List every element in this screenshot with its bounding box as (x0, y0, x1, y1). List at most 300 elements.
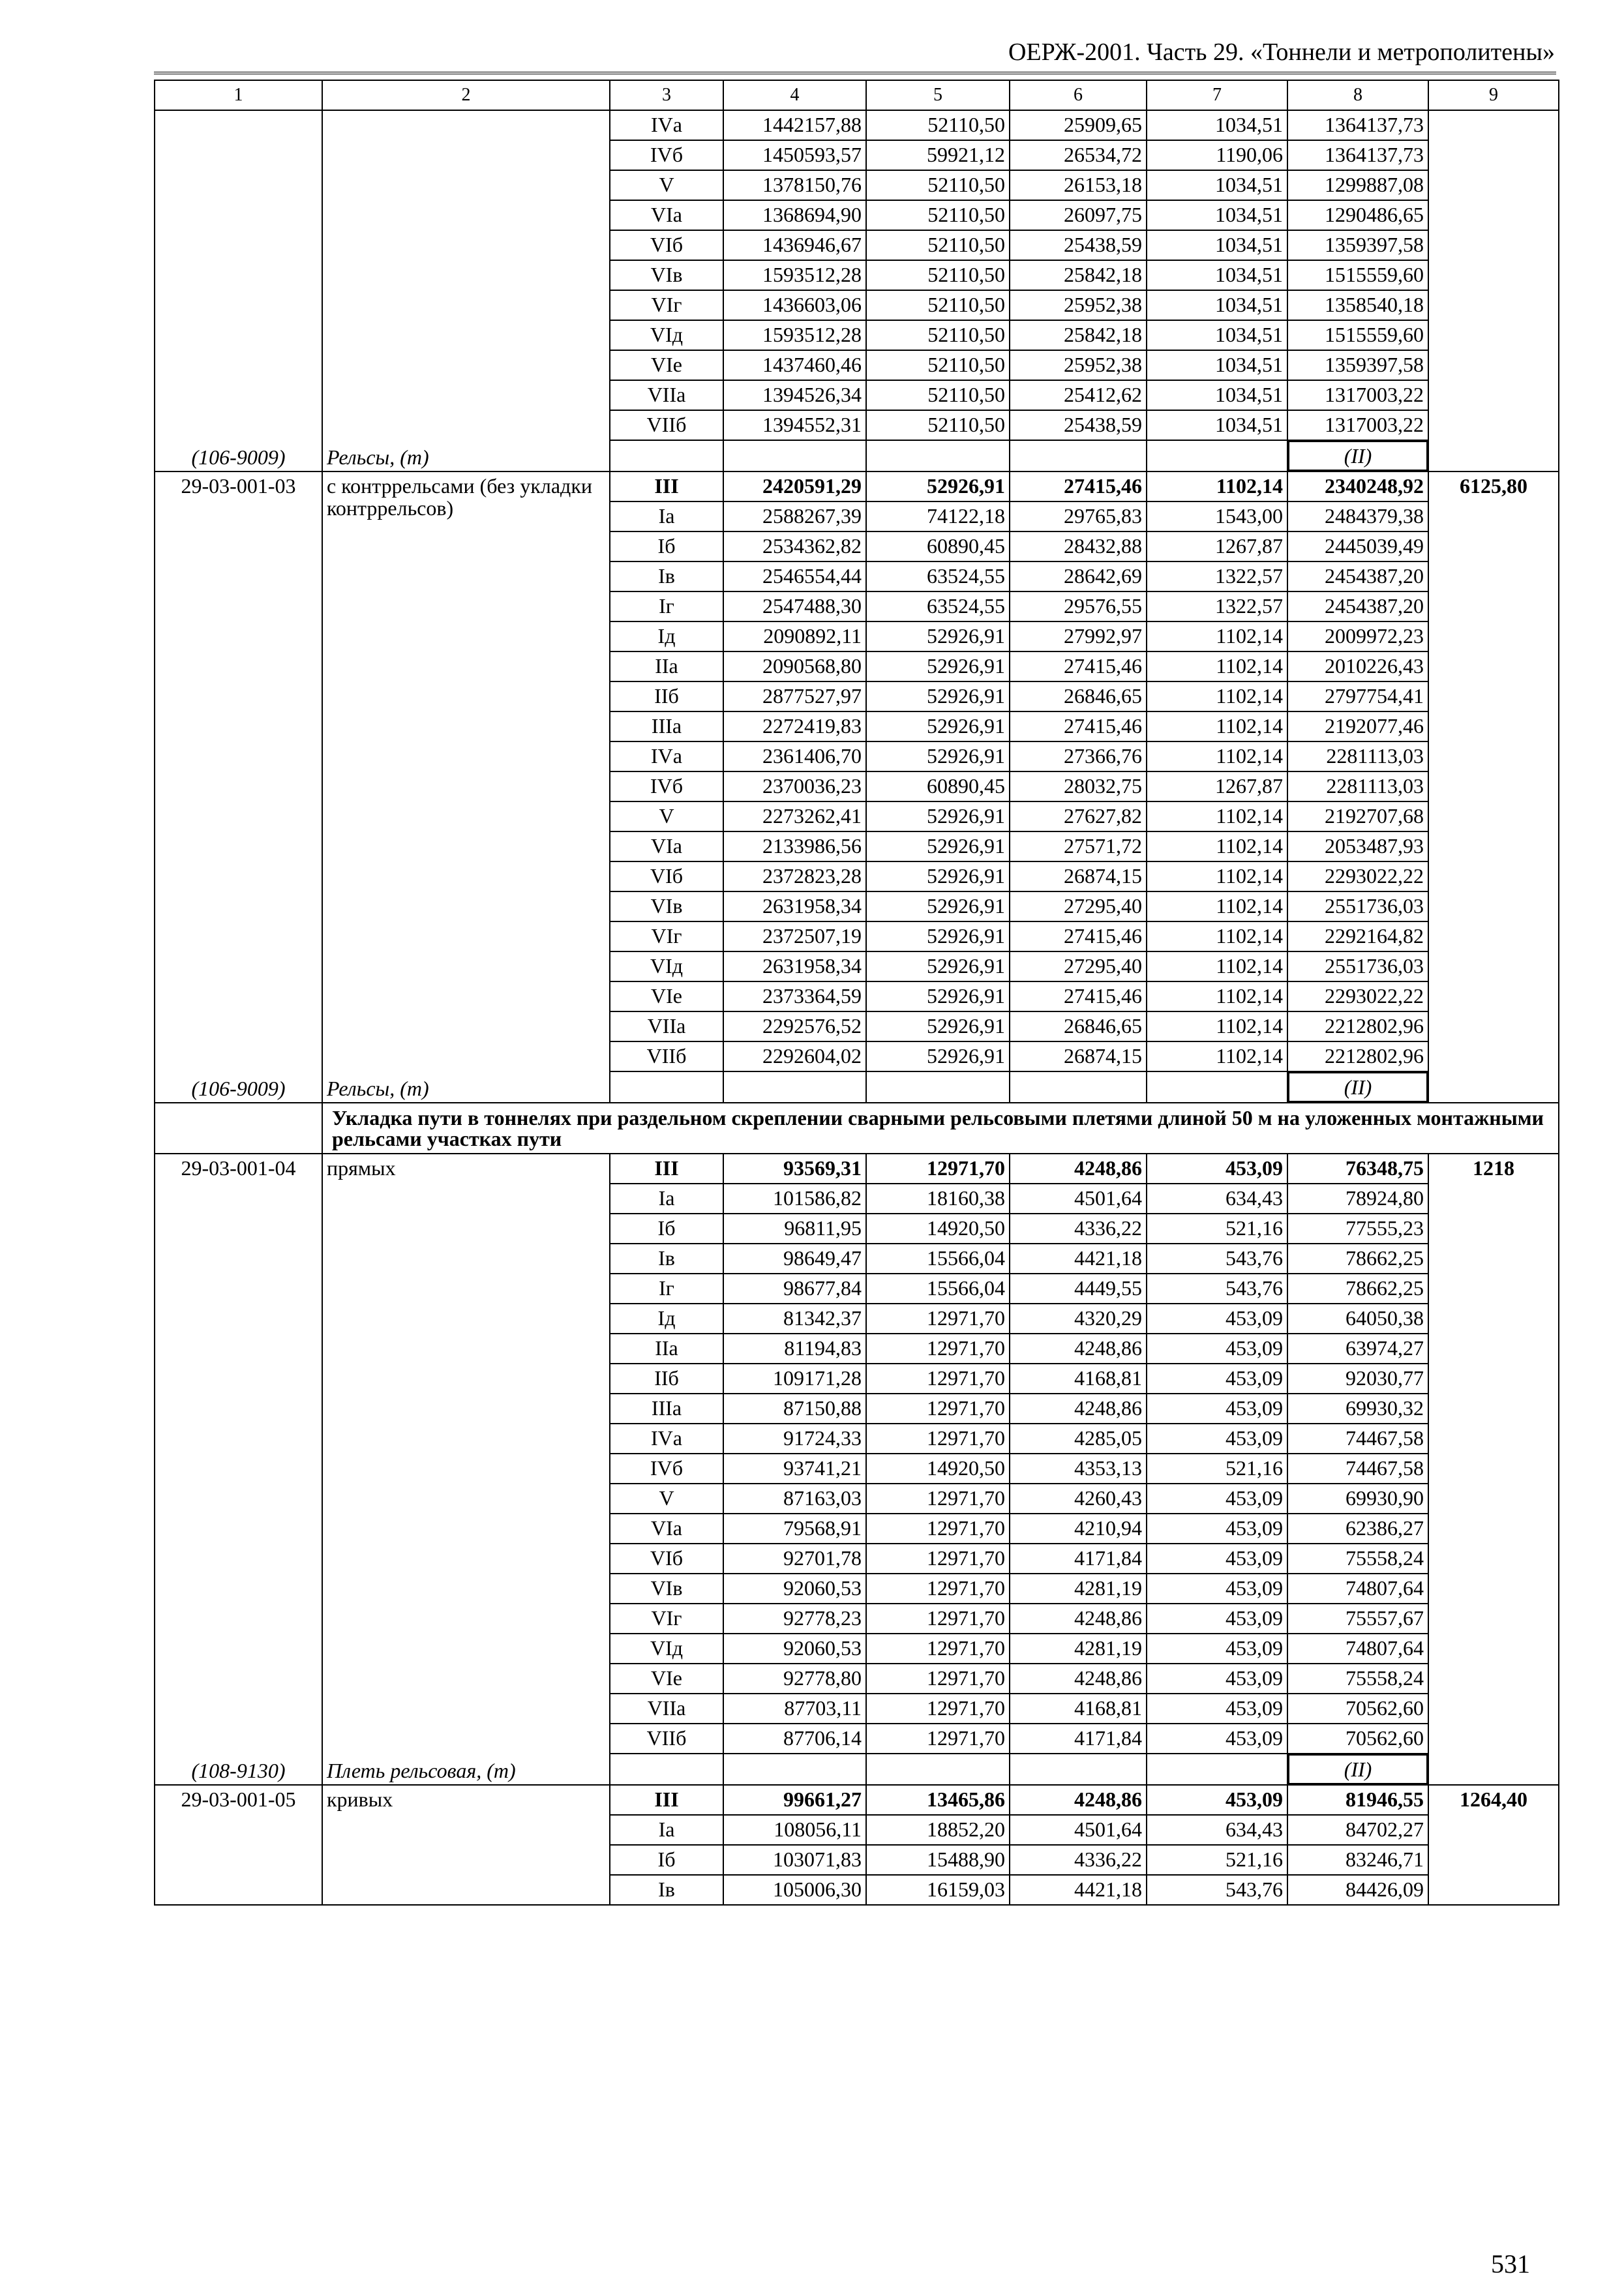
zone-cell: VIд (610, 951, 723, 981)
empty-cell (155, 1103, 322, 1154)
value-cell: 52926,91 (866, 861, 1010, 891)
zone-cell: VIг (610, 290, 723, 320)
zone-cell: VIIа (610, 1694, 723, 1724)
value-cell: 1034,51 (1147, 350, 1287, 380)
price-table (154, 80, 1559, 1906)
value-cell: 29765,83 (1010, 501, 1147, 531)
zone-cell: III (610, 1785, 723, 1815)
value-cell: 2292164,82 (1287, 921, 1428, 951)
value-cell: 26534,72 (1010, 140, 1147, 170)
value-cell: 1267,87 (1147, 531, 1287, 561)
value-cell: 75557,67 (1287, 1604, 1428, 1634)
value-cell: 4210,94 (1010, 1514, 1147, 1544)
value-cell: 93741,21 (723, 1454, 866, 1484)
zone-cell: Iг (610, 1274, 723, 1304)
value-cell: 87703,11 (723, 1694, 866, 1724)
rate-code-cell (155, 110, 322, 471)
column-number-row (155, 80, 1559, 110)
value-cell: 1102,14 (1147, 951, 1287, 981)
value-cell: 26846,65 (1010, 1011, 1147, 1041)
value-cell: 64050,38 (1287, 1304, 1428, 1334)
value-cell: 52926,91 (866, 651, 1010, 681)
value-cell: 2053487,93 (1287, 831, 1428, 861)
value-cell: 4281,19 (1010, 1634, 1147, 1664)
value-cell: 14920,50 (866, 1454, 1010, 1484)
value-cell: 1359397,58 (1287, 230, 1428, 260)
value-cell: 14920,50 (866, 1214, 1010, 1244)
value-cell: 62386,27 (1287, 1514, 1428, 1544)
value-cell: 453,09 (1147, 1724, 1287, 1754)
value-cell: 52926,91 (866, 1041, 1010, 1071)
zone-cell: VIа (610, 200, 723, 230)
resource-code: (106-9009) (191, 1077, 286, 1100)
value-cell: 87706,14 (723, 1724, 866, 1754)
value-cell: 2192707,68 (1287, 801, 1428, 831)
value-cell: 12971,70 (866, 1724, 1010, 1754)
value-cell: 2631958,34 (723, 891, 866, 921)
zone-cell: VIд (610, 1634, 723, 1664)
table-row (155, 471, 1559, 501)
value-cell: 84702,27 (1287, 1815, 1428, 1845)
empty-cell (1010, 1754, 1147, 1785)
value-cell: 52110,50 (866, 230, 1010, 260)
value-cell: 2546554,44 (723, 561, 866, 591)
value-cell: 2445039,49 (1287, 531, 1428, 561)
value-cell: 1034,51 (1147, 230, 1287, 260)
rate-code-cell (155, 1154, 322, 1785)
value-cell: 12971,70 (866, 1634, 1010, 1664)
empty-cell (1147, 440, 1287, 471)
value-cell: 1436603,06 (723, 290, 866, 320)
value-cell: 2551736,03 (1287, 891, 1428, 921)
value-cell: 1394526,34 (723, 380, 866, 410)
table-row (155, 1785, 1559, 1815)
value-cell: 543,76 (1147, 1244, 1287, 1274)
zone-cell: III (610, 471, 723, 501)
value-cell: 74807,64 (1287, 1634, 1428, 1664)
value-cell: 1102,14 (1147, 471, 1287, 501)
value-cell: 15566,04 (866, 1244, 1010, 1274)
value-cell: 81946,55 (1287, 1785, 1428, 1815)
value-cell: 2009972,23 (1287, 621, 1428, 651)
value-cell: 1267,87 (1147, 771, 1287, 801)
value-cell: 25952,38 (1010, 290, 1147, 320)
value-cell: 96811,95 (723, 1214, 866, 1244)
value-cell: 4248,86 (1010, 1154, 1147, 1184)
value-cell: 91724,33 (723, 1424, 866, 1454)
value-cell: 98649,47 (723, 1244, 866, 1274)
empty-cell (1147, 1754, 1287, 1785)
zone-cell: VIа (610, 831, 723, 861)
work-name: прямых (327, 1156, 396, 1180)
zone-cell: VIв (610, 1574, 723, 1604)
value-cell: 18160,38 (866, 1184, 1010, 1214)
value-cell: 1322,57 (1147, 561, 1287, 591)
zone-cell: IIа (610, 1334, 723, 1364)
value-cell: 29576,55 (1010, 591, 1147, 621)
value-cell: 543,76 (1147, 1875, 1287, 1905)
value-cell: 27295,40 (1010, 951, 1147, 981)
value-cell: 75558,24 (1287, 1544, 1428, 1574)
value-cell: 87150,88 (723, 1394, 866, 1424)
value-cell: 92030,77 (1287, 1364, 1428, 1394)
value-cell: 18852,20 (866, 1815, 1010, 1845)
value-cell: 52926,91 (866, 741, 1010, 771)
table-body (155, 80, 1559, 1905)
zone-cell: VIв (610, 260, 723, 290)
resource-name: Рельсы, (т) (327, 1077, 429, 1100)
value-cell: 74807,64 (1287, 1574, 1428, 1604)
value-cell: 76348,75 (1287, 1154, 1428, 1184)
value-cell: 74122,18 (866, 501, 1010, 531)
zone-cell: Iг (610, 591, 723, 621)
zone-cell: IVа (610, 1424, 723, 1454)
value-cell: 74467,58 (1287, 1454, 1428, 1484)
value-cell: 4248,86 (1010, 1664, 1147, 1694)
value-cell: 453,09 (1147, 1544, 1287, 1574)
value-cell: 52926,91 (866, 471, 1010, 501)
value-cell: 4421,18 (1010, 1875, 1147, 1905)
value-cell: 1102,14 (1147, 801, 1287, 831)
zone-cell: V (610, 801, 723, 831)
value-cell: 60890,45 (866, 771, 1010, 801)
value-cell: 1543,00 (1147, 501, 1287, 531)
value-cell: 26846,65 (1010, 681, 1147, 711)
value-cell: 4281,19 (1010, 1574, 1147, 1604)
zone-cell: VIIб (610, 1724, 723, 1754)
value-cell: 70562,60 (1287, 1694, 1428, 1724)
value-cell: 12971,70 (866, 1304, 1010, 1334)
value-cell: 2534362,82 (723, 531, 866, 561)
value-cell: 2588267,39 (723, 501, 866, 531)
value-cell: 12971,70 (866, 1514, 1010, 1544)
value-cell: 1359397,58 (1287, 350, 1428, 380)
value-cell: 2292604,02 (723, 1041, 866, 1071)
value-cell: 12971,70 (866, 1364, 1010, 1394)
page-header (154, 38, 1556, 74)
value-cell: 1102,14 (1147, 981, 1287, 1011)
value-cell: 52110,50 (866, 260, 1010, 290)
value-cell: 15488,90 (866, 1845, 1010, 1875)
value-cell: 2192077,46 (1287, 711, 1428, 741)
value-cell: 2370036,23 (723, 771, 866, 801)
value-cell: 25909,65 (1010, 110, 1147, 140)
resource-unit-cell: (II) (1288, 441, 1428, 471)
value-cell: 1436946,67 (723, 230, 866, 260)
value-cell: 4168,81 (1010, 1694, 1147, 1724)
value-cell: 92060,53 (723, 1574, 866, 1604)
value-cell: 4501,64 (1010, 1815, 1147, 1845)
value-cell: 1102,14 (1147, 1011, 1287, 1041)
value-cell: 4248,86 (1010, 1604, 1147, 1634)
value-cell: 1317003,22 (1287, 380, 1428, 410)
value-cell: 12971,70 (866, 1484, 1010, 1514)
value-cell: 16159,03 (866, 1875, 1010, 1905)
value-cell: 27415,46 (1010, 651, 1147, 681)
resource-name: Плеть рельсовая, (т) (327, 1759, 516, 1782)
zone-cell: III (610, 1154, 723, 1184)
value-cell: 1190,06 (1147, 140, 1287, 170)
zone-cell: IIа (610, 651, 723, 681)
work-name: с контррельсами (без укладки контррельсов) (327, 474, 592, 520)
column-number: 3 (610, 80, 723, 110)
value-cell: 2090568,80 (723, 651, 866, 681)
value-cell: 26874,15 (1010, 1041, 1147, 1071)
value-cell: 1102,14 (1147, 831, 1287, 861)
value-cell: 634,43 (1147, 1815, 1287, 1845)
value-cell: 52110,50 (866, 350, 1010, 380)
value-cell: 52110,50 (866, 320, 1010, 350)
value-cell: 1034,51 (1147, 410, 1287, 440)
zone-cell: Iа (610, 1815, 723, 1845)
zone-cell: IVа (610, 741, 723, 771)
value-cell: 453,09 (1147, 1154, 1287, 1184)
value-cell: 52926,91 (866, 981, 1010, 1011)
value-cell: 4285,05 (1010, 1424, 1147, 1454)
value-cell: 52110,50 (866, 380, 1010, 410)
value-cell: 52110,50 (866, 200, 1010, 230)
value-cell: 2281113,03 (1287, 741, 1428, 771)
value-cell: 453,09 (1147, 1634, 1287, 1664)
value-cell: 4260,43 (1010, 1484, 1147, 1514)
rate-code-cell: 29-03-001-05 (155, 1785, 322, 1905)
value-cell: 27571,72 (1010, 831, 1147, 861)
value-cell: 1034,51 (1147, 200, 1287, 230)
total-cell: 1218 (1428, 1154, 1559, 1785)
value-cell: 60890,45 (866, 531, 1010, 561)
zone-cell: VIIа (610, 380, 723, 410)
value-cell: 2212802,96 (1287, 1011, 1428, 1041)
value-cell: 25842,18 (1010, 320, 1147, 350)
value-cell: 2292576,52 (723, 1011, 866, 1041)
zone-cell: VIе (610, 1664, 723, 1694)
zone-cell: VIг (610, 1604, 723, 1634)
value-cell: 2361406,70 (723, 741, 866, 771)
value-cell: 2484379,38 (1287, 501, 1428, 531)
value-cell: 12971,70 (866, 1694, 1010, 1724)
value-cell: 1364137,73 (1287, 140, 1428, 170)
value-cell: 1364137,73 (1287, 110, 1428, 140)
zone-cell: IIб (610, 1364, 723, 1394)
zone-cell: Iв (610, 1244, 723, 1274)
value-cell: 4248,86 (1010, 1785, 1147, 1815)
value-cell: 1102,14 (1147, 711, 1287, 741)
value-cell: 4336,22 (1010, 1845, 1147, 1875)
value-cell: 78662,25 (1287, 1244, 1428, 1274)
empty-cell (723, 1071, 866, 1103)
column-number: 9 (1428, 80, 1559, 110)
value-cell: 521,16 (1147, 1214, 1287, 1244)
value-cell: 1299887,08 (1287, 170, 1428, 200)
zone-cell: V (610, 1484, 723, 1514)
value-cell: 1102,14 (1147, 741, 1287, 771)
value-cell: 1034,51 (1147, 380, 1287, 410)
value-cell: 92778,80 (723, 1664, 866, 1694)
value-cell: 27415,46 (1010, 921, 1147, 951)
value-cell: 12971,70 (866, 1574, 1010, 1604)
value-cell: 99661,27 (723, 1785, 866, 1815)
value-cell: 1515559,60 (1287, 260, 1428, 290)
zone-cell: VIд (610, 320, 723, 350)
value-cell: 1358540,18 (1287, 290, 1428, 320)
value-cell: 2273262,41 (723, 801, 866, 831)
value-cell: 92778,23 (723, 1604, 866, 1634)
table-row (155, 110, 1559, 140)
value-cell: 2340248,92 (1287, 471, 1428, 501)
zone-cell: VIIб (610, 1041, 723, 1071)
rate-code: 29-03-001-03 (181, 474, 296, 498)
value-cell: 12971,70 (866, 1424, 1010, 1454)
value-cell: 2454387,20 (1287, 561, 1428, 591)
value-cell: 2631958,34 (723, 951, 866, 981)
value-cell: 453,09 (1147, 1785, 1287, 1815)
value-cell: 101586,82 (723, 1184, 866, 1214)
value-cell: 52926,91 (866, 681, 1010, 711)
value-cell: 12971,70 (866, 1544, 1010, 1574)
value-cell: 2454387,20 (1287, 591, 1428, 621)
empty-cell (866, 1071, 1010, 1103)
value-cell: 2010226,43 (1287, 651, 1428, 681)
value-cell: 70562,60 (1287, 1724, 1428, 1754)
value-cell: 453,09 (1147, 1514, 1287, 1544)
work-name-cell: кривых (322, 1785, 610, 1905)
column-number: 2 (322, 80, 610, 110)
empty-cell (1010, 440, 1147, 471)
empty-cell (1147, 1071, 1287, 1103)
value-cell: 28032,75 (1010, 771, 1147, 801)
value-cell: 4501,64 (1010, 1184, 1147, 1214)
zone-cell: IIIа (610, 711, 723, 741)
value-cell: 2372507,19 (723, 921, 866, 951)
value-cell: 2551736,03 (1287, 951, 1428, 981)
value-cell: 1034,51 (1147, 170, 1287, 200)
page-number: 531 (1491, 2249, 1530, 2279)
value-cell: 25952,38 (1010, 350, 1147, 380)
resource-unit-cell: (II) (1288, 1072, 1428, 1102)
value-cell: 25412,62 (1010, 380, 1147, 410)
value-cell: 2547488,30 (723, 591, 866, 621)
value-cell: 1034,51 (1147, 110, 1287, 140)
value-cell: 87163,03 (723, 1484, 866, 1514)
value-cell: 453,09 (1147, 1334, 1287, 1364)
value-cell: 27415,46 (1010, 981, 1147, 1011)
value-cell: 543,76 (1147, 1274, 1287, 1304)
value-cell: 59921,12 (866, 140, 1010, 170)
value-cell: 1368694,90 (723, 200, 866, 230)
value-cell: 52926,91 (866, 891, 1010, 921)
value-cell: 4336,22 (1010, 1214, 1147, 1244)
zone-cell: VIе (610, 350, 723, 380)
value-cell: 92060,53 (723, 1634, 866, 1664)
rate-code-cell (155, 471, 322, 1103)
zone-cell: VIб (610, 230, 723, 260)
value-cell: 52926,91 (866, 1011, 1010, 1041)
value-cell: 521,16 (1147, 1845, 1287, 1875)
total-cell: 6125,80 (1428, 471, 1559, 1103)
value-cell: 77555,23 (1287, 1214, 1428, 1244)
value-cell: 27415,46 (1010, 471, 1147, 501)
zone-cell: Iб (610, 1214, 723, 1244)
table-row (155, 1154, 1559, 1184)
empty-cell (723, 440, 866, 471)
work-name-cell (322, 110, 610, 471)
value-cell: 2281113,03 (1287, 771, 1428, 801)
value-cell: 27992,97 (1010, 621, 1147, 651)
zone-cell: VIг (610, 921, 723, 951)
value-cell: 2373364,59 (723, 981, 866, 1011)
zone-cell: VIв (610, 891, 723, 921)
value-cell: 4353,13 (1010, 1454, 1147, 1484)
value-cell: 4320,29 (1010, 1304, 1147, 1334)
value-cell: 2877527,97 (723, 681, 866, 711)
value-cell: 52926,91 (866, 711, 1010, 741)
value-cell: 1378150,76 (723, 170, 866, 200)
total-cell (1428, 110, 1559, 471)
value-cell: 12971,70 (866, 1334, 1010, 1364)
zone-cell: VIIа (610, 1011, 723, 1041)
value-cell: 2420591,29 (723, 471, 866, 501)
value-cell: 1593512,28 (723, 260, 866, 290)
zone-cell: Iб (610, 531, 723, 561)
value-cell: 12971,70 (866, 1154, 1010, 1184)
value-cell: 634,43 (1147, 1184, 1287, 1214)
value-cell: 1450593,57 (723, 140, 866, 170)
value-cell: 1034,51 (1147, 260, 1287, 290)
value-cell: 453,09 (1147, 1604, 1287, 1634)
value-cell: 4248,86 (1010, 1394, 1147, 1424)
zone-cell: IVб (610, 771, 723, 801)
empty-cell (866, 1754, 1010, 1785)
value-cell: 1102,14 (1147, 1041, 1287, 1071)
value-cell: 2090892,11 (723, 621, 866, 651)
value-cell: 1442157,88 (723, 110, 866, 140)
value-cell: 453,09 (1147, 1664, 1287, 1694)
zone-cell: V (610, 170, 723, 200)
rate-code: 29-03-001-04 (181, 1156, 296, 1180)
total-cell: 1264,40 (1428, 1785, 1559, 1905)
value-cell: 81342,37 (723, 1304, 866, 1334)
value-cell: 453,09 (1147, 1364, 1287, 1394)
value-cell: 4171,84 (1010, 1724, 1147, 1754)
value-cell: 52110,50 (866, 290, 1010, 320)
value-cell: 12971,70 (866, 1394, 1010, 1424)
value-cell: 1102,14 (1147, 621, 1287, 651)
zone-cell: IVб (610, 1454, 723, 1484)
section-row (155, 1103, 1559, 1154)
value-cell: 81194,83 (723, 1334, 866, 1364)
value-cell: 1034,51 (1147, 320, 1287, 350)
zone-cell: VIб (610, 1544, 723, 1574)
column-number: 5 (866, 80, 1010, 110)
value-cell: 52110,50 (866, 110, 1010, 140)
zone-cell: Iб (610, 1845, 723, 1875)
value-cell: 1394552,31 (723, 410, 866, 440)
value-cell: 4248,86 (1010, 1334, 1147, 1364)
value-cell: 52110,50 (866, 170, 1010, 200)
zone-cell: VIа (610, 1514, 723, 1544)
value-cell: 4421,18 (1010, 1244, 1147, 1274)
column-number: 8 (1287, 80, 1428, 110)
zone-cell: VIб (610, 861, 723, 891)
value-cell: 1102,14 (1147, 861, 1287, 891)
value-cell: 26153,18 (1010, 170, 1147, 200)
zone-cell: IIб (610, 681, 723, 711)
value-cell: 52926,91 (866, 831, 1010, 861)
value-cell: 28642,69 (1010, 561, 1147, 591)
zone-cell: IIIа (610, 1394, 723, 1424)
value-cell: 78662,25 (1287, 1274, 1428, 1304)
column-number: 6 (1010, 80, 1147, 110)
